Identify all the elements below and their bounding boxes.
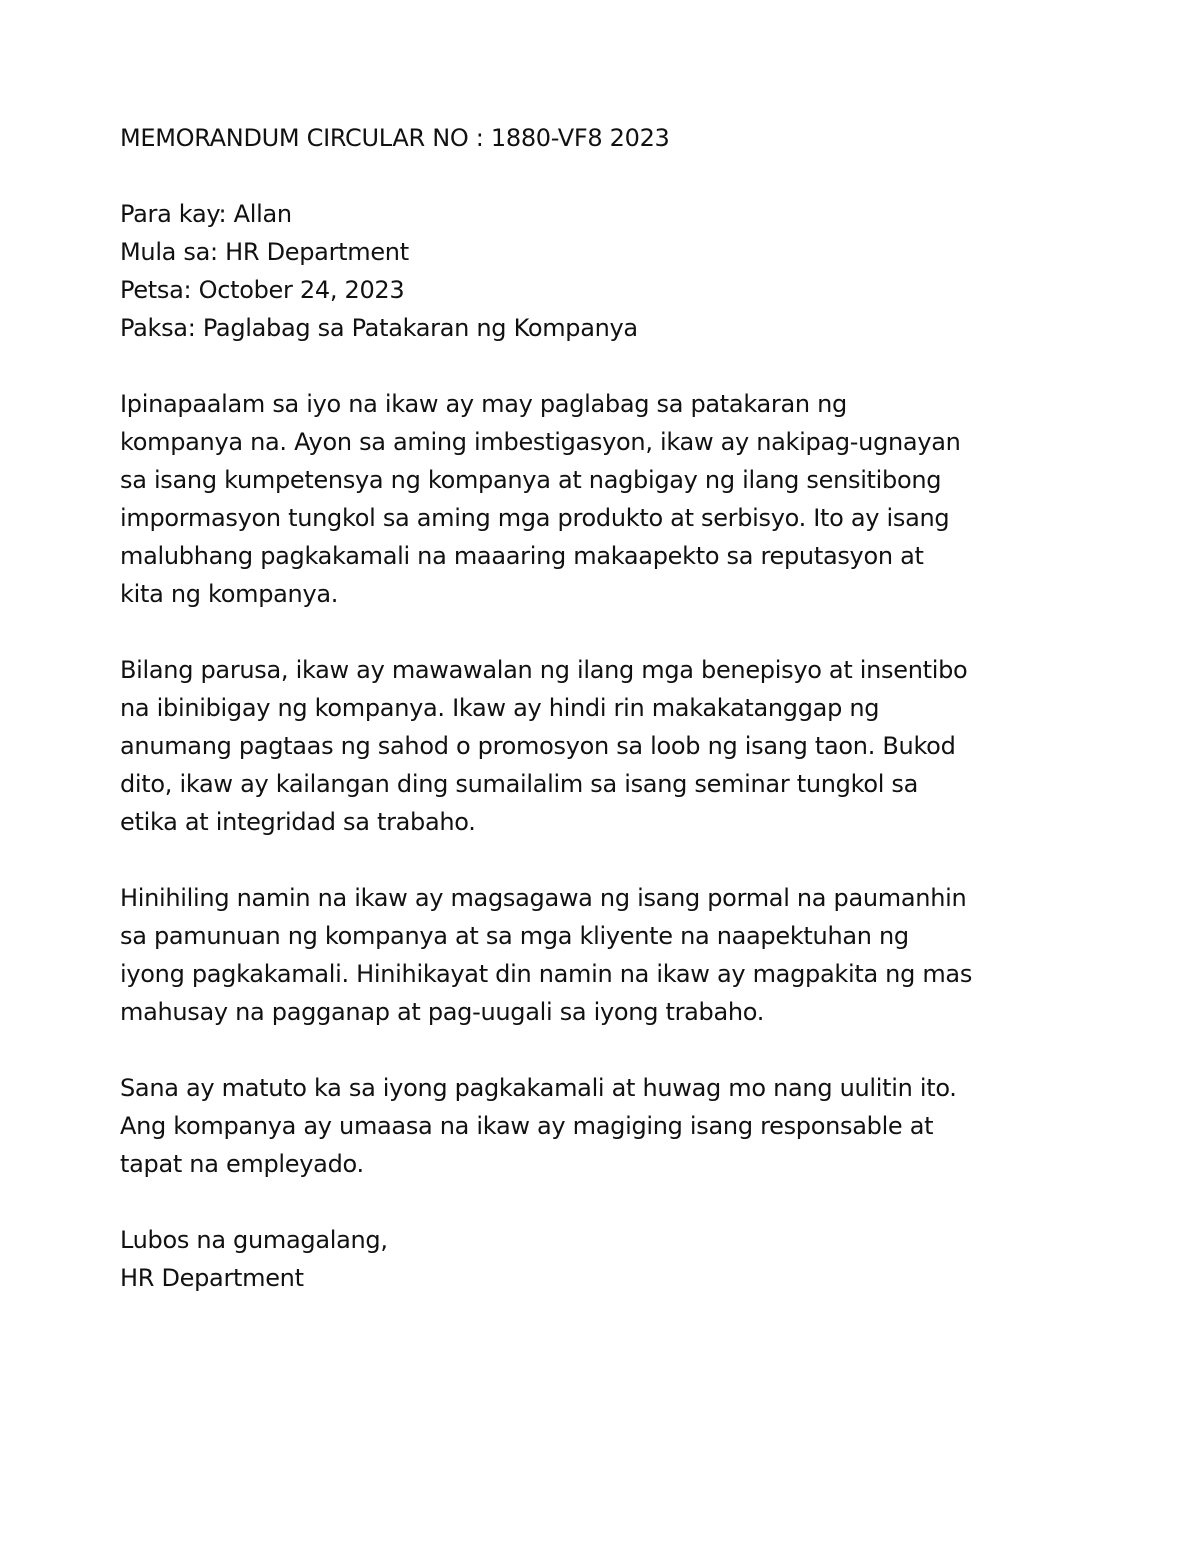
paragraph-2-line-2: na ibinibigay ng kompanya. Ikaw ay hindi rin makakatanggap ng bbox=[120, 694, 880, 722]
from-line: Mula sa: HR Department bbox=[120, 238, 409, 266]
paragraph-1-line-3: sa isang kumpetensya ng kompanya at nagbigay ng ilang sensitibong bbox=[120, 466, 942, 494]
closing-signatory: HR Department bbox=[120, 1264, 304, 1292]
paragraph-4-line-1: Sana ay matuto ka sa iyong pagkakamali at huwag mo nang uulitin ito. bbox=[120, 1074, 957, 1102]
paragraph-1-line-2: kompanya na. Ayon sa aming imbestigasyon, ikaw ay nakipag-ugnayan bbox=[120, 428, 961, 456]
paragraph-3-line-4: mahusay na pagganap at pag-uugali sa iyong trabaho. bbox=[120, 998, 765, 1026]
paragraph-2-line-1: Bilang parusa, ikaw ay mawawalan ng ilang mga benepisyo at insentibo bbox=[120, 656, 968, 684]
date-line: Petsa: October 24, 2023 bbox=[120, 276, 405, 304]
memo-title: MEMORANDUM CIRCULAR NO : 1880-VF8 2023 bbox=[120, 124, 670, 152]
paragraph-3-line-2: sa pamunuan ng kompanya at sa mga kliyente na naapektuhan ng bbox=[120, 922, 909, 950]
paragraph-4-line-3: tapat na empleyado. bbox=[120, 1150, 364, 1178]
paragraph-1-line-5: malubhang pagkakamali na maaaring makaapekto sa reputasyon at bbox=[120, 542, 924, 570]
paragraph-3-line-1: Hinihiling namin na ikaw ay magsagawa ng isang pormal na paumanhin bbox=[120, 884, 967, 912]
paragraph-2-line-5: etika at integridad sa trabaho. bbox=[120, 808, 476, 836]
paragraph-3-line-3: iyong pagkakamali. Hinihikayat din namin na ikaw ay magpakita ng mas bbox=[120, 960, 973, 988]
paragraph-2-line-3: anumang pagtaas ng sahod o promosyon sa loob ng isang taon. Bukod bbox=[120, 732, 956, 760]
paragraph-1-line-4: impormasyon tungkol sa aming mga produkto at serbisyo. Ito ay isang bbox=[120, 504, 950, 532]
paragraph-1-line-1: Ipinapaalam sa iyo na ikaw ay may paglabag sa patakaran ng bbox=[120, 390, 847, 418]
to-line: Para kay: Allan bbox=[120, 200, 292, 228]
subject-line: Paksa: Paglabag sa Patakaran ng Kompanya bbox=[120, 314, 638, 342]
paragraph-1-line-6: kita ng kompanya. bbox=[120, 580, 339, 608]
paragraph-4-line-2: Ang kompanya ay umaasa na ikaw ay magiging isang responsable at bbox=[120, 1112, 934, 1140]
closing-salutation: Lubos na gumagalang, bbox=[120, 1226, 388, 1254]
paragraph-2-line-4: dito, ikaw ay kailangan ding sumailalim sa isang seminar tungkol sa bbox=[120, 770, 919, 798]
